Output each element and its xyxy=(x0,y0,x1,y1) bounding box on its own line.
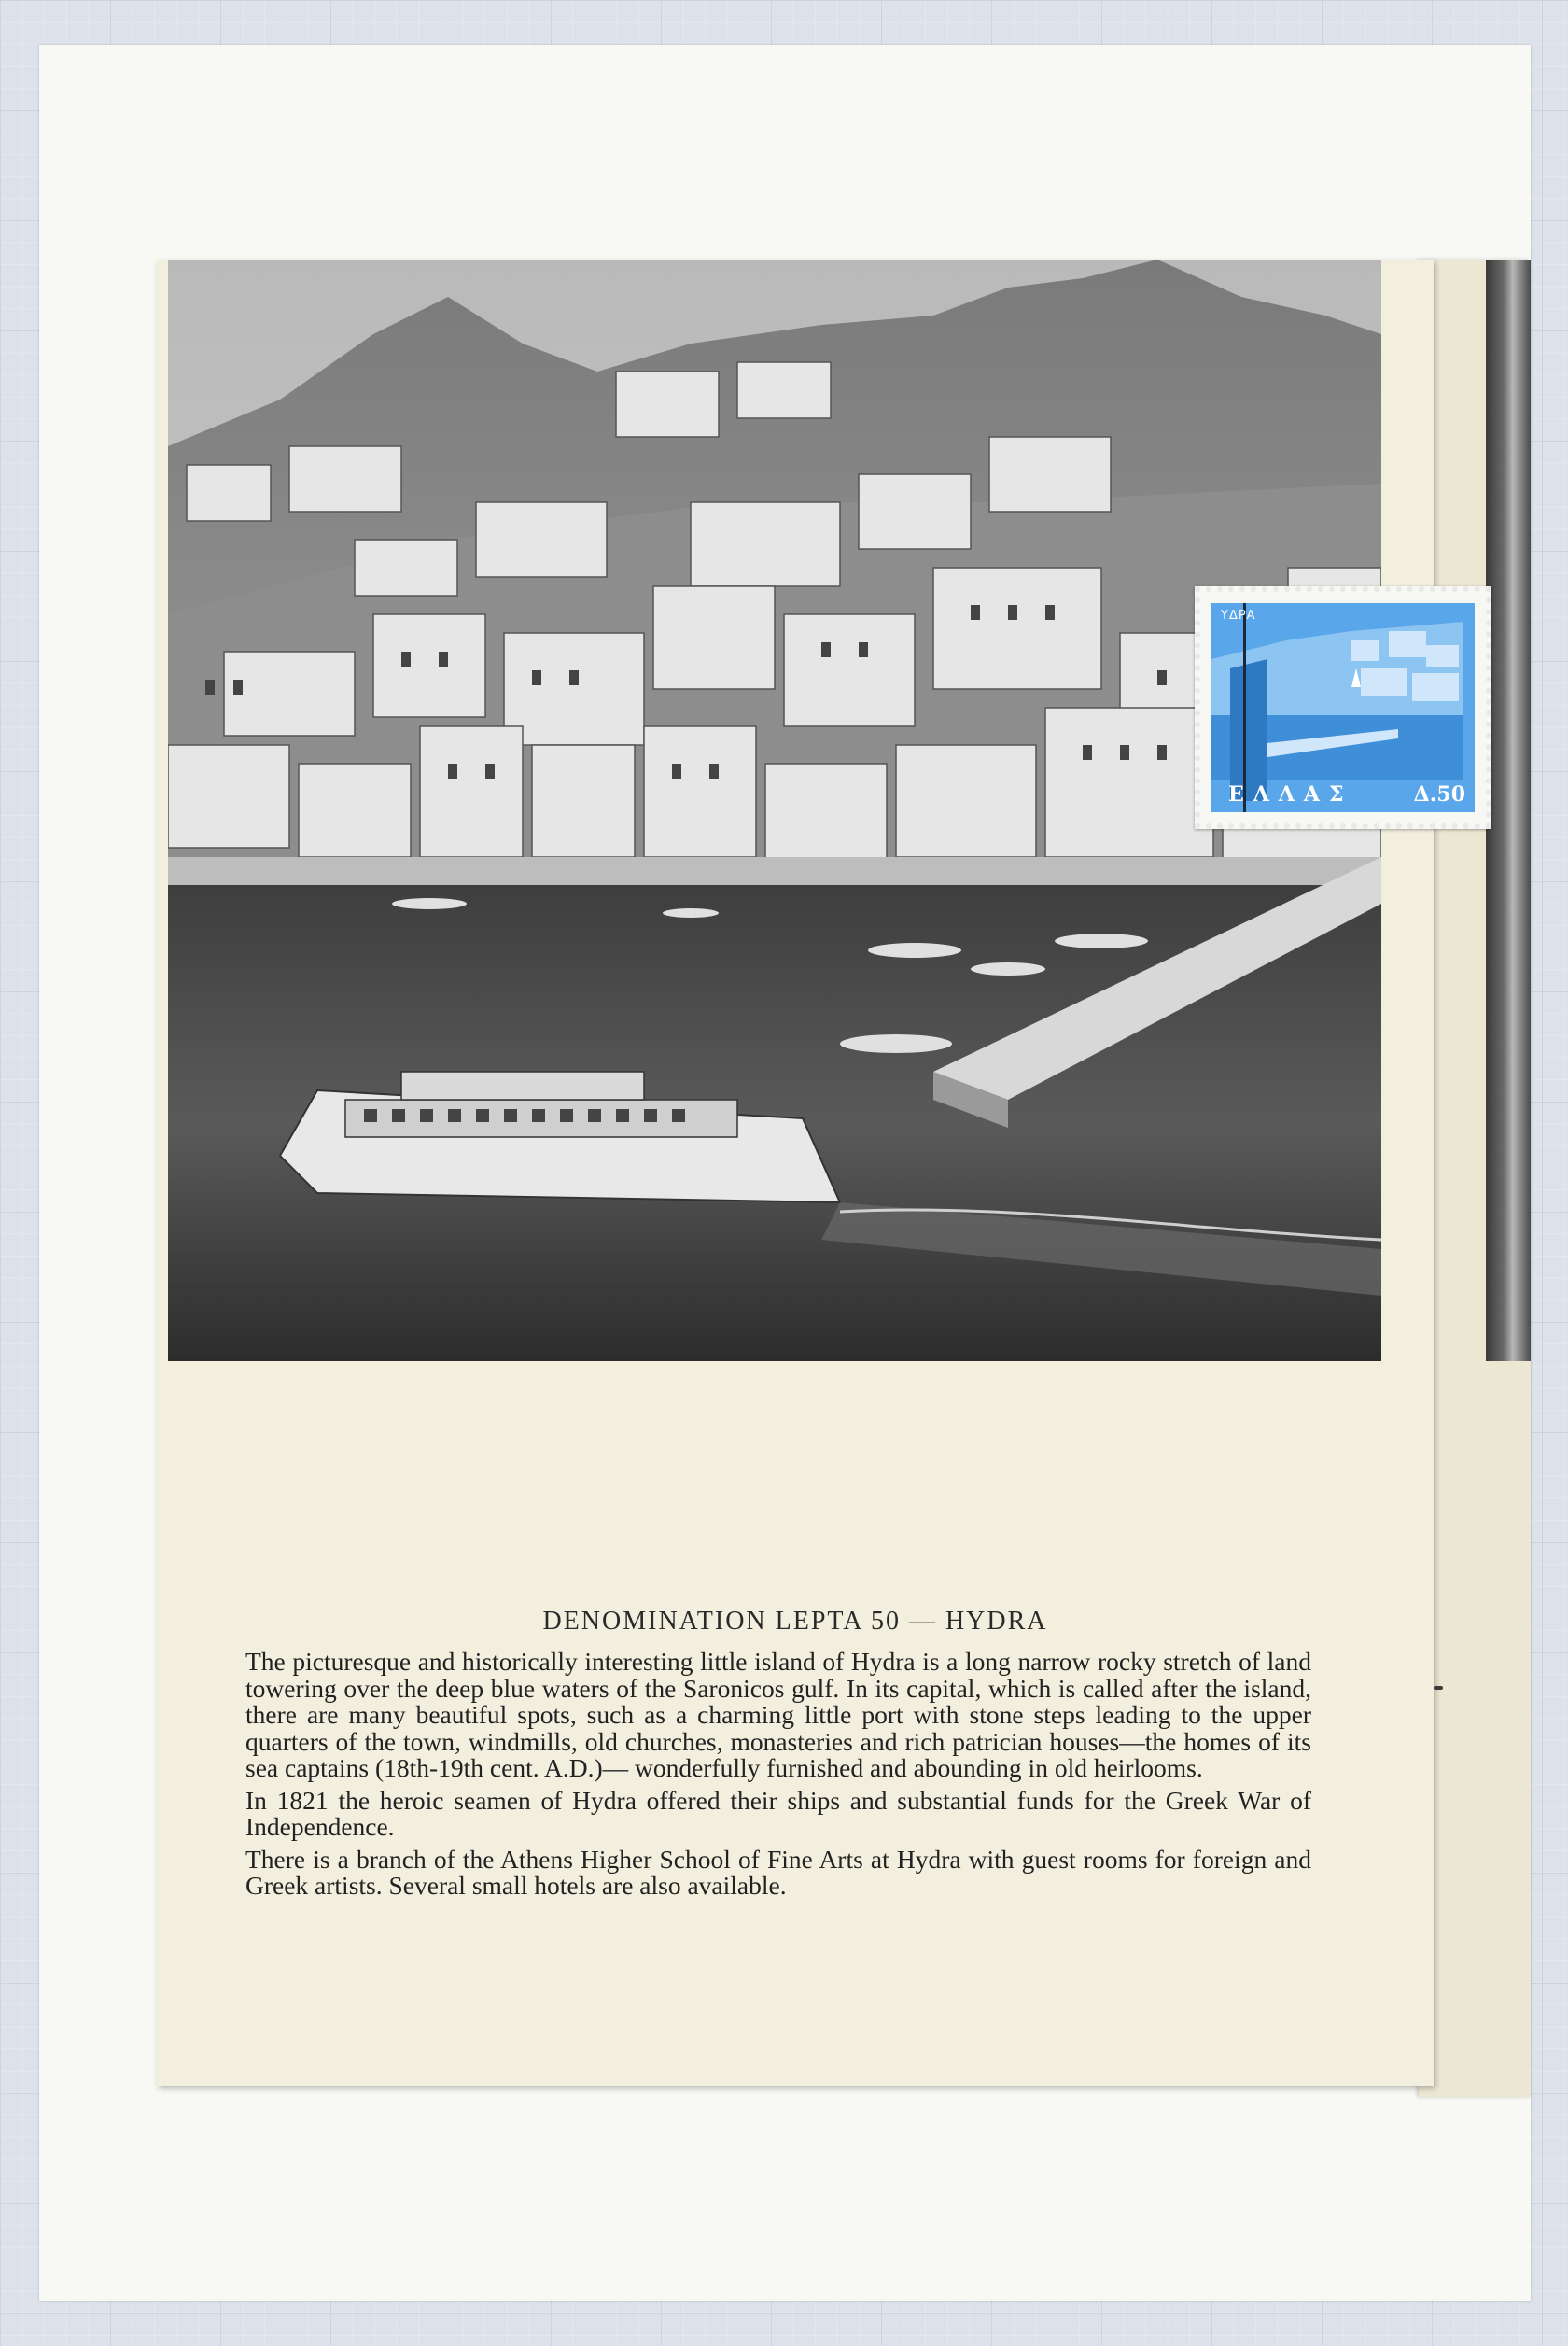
postage-stamp xyxy=(1195,586,1491,829)
booklet-next-leaf xyxy=(1419,260,1531,2097)
caption-title: DENOMINATION LEPTA 50 — HYDRA xyxy=(542,1607,1048,1636)
caption-body xyxy=(245,1649,1311,1905)
stamp-design xyxy=(1211,603,1475,812)
paragraph: The picturesque and historically interesting little island of Hydra is a long narrow rocky stretch of land towering over the deep blue waters of the Saronicos gulf. In its capital, which is called after the island, there are many beautiful spots, such as a charming little port with stone steps leading to the upper quarters of the town, windmills, old churches, monasteries and rich patrician houses—the homes of its sea captains (18th-19th cent. A.D.)— wonderfully furnished and abounding in old heirlooms. xyxy=(245,1647,1311,1782)
paragraph: There is a branch of the Athens Higher School of Fine Arts at Hydra with guest rooms for foreign and Greek artists. Several small hotels are also available. xyxy=(245,1844,1311,1900)
stamp-place-label: ΥΔΡΑ xyxy=(1221,609,1256,623)
paragraph: In 1821 the heroic seamen of Hydra offered their ships and substantial funds for the Greek War of Independence. xyxy=(245,1785,1311,1841)
cancellation-mark xyxy=(1243,603,1246,812)
next-page-photo-edge xyxy=(1486,260,1531,1361)
stamp-harbor-art xyxy=(1211,603,1463,801)
stamp-country-label: ΕΛΛΑΣ xyxy=(1228,782,1353,807)
stamp-denomination: Δ.50 xyxy=(1413,782,1465,807)
staple xyxy=(1434,1686,1443,1690)
booklet-page xyxy=(157,260,1465,2086)
